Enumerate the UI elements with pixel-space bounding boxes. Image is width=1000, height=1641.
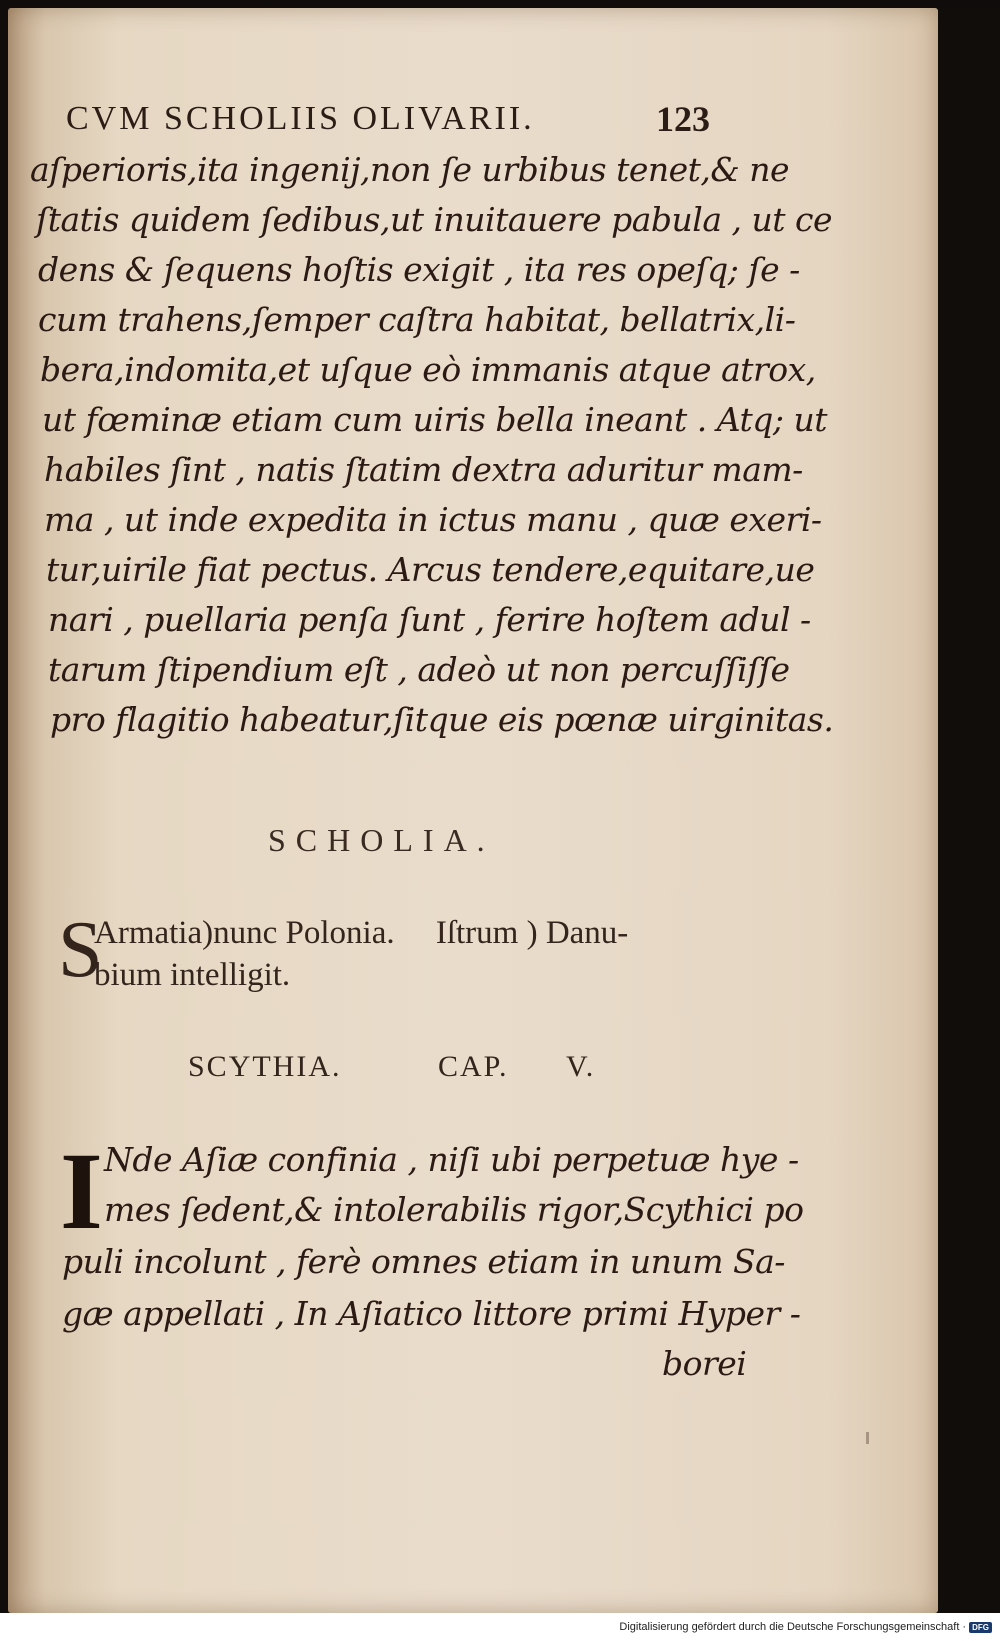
chapter-line: mes ſedent,& intolerabilis rigor,Scythici po	[104, 1190, 804, 1229]
body-line: cum trahens,ſemper caſtra habitat, bellatrix,li-	[38, 300, 796, 339]
body-line: dens & ſequens hoſtis exigit , ita res opeſq; ſe -	[38, 250, 800, 289]
dfg-logo: DFG	[969, 1622, 992, 1633]
body-line: pro flagitio habeatur,ſitque eis pœnæ uirginitas.	[50, 700, 834, 739]
body-line: aſperioris,ita ingenij,non ſe urbibus tenet,& ne	[30, 150, 790, 189]
body-line: habiles ſint , natis ſtatim dextra aduritur mam-	[44, 450, 803, 489]
body-line: ma , ut inde expedita in ictus manu , quæ exeri-	[44, 500, 822, 539]
ink-speck	[866, 1432, 869, 1444]
scholia-heading: SCHOLIA.	[268, 822, 495, 858]
catchword: borei	[662, 1344, 747, 1383]
chapter-label: CAP.	[438, 1050, 509, 1083]
page-number: 123	[656, 99, 710, 139]
scholia-line: Armatia)nunc Polonia. Iſtrum ) Danu-	[94, 915, 629, 951]
chapter-dropcap: I	[60, 1130, 103, 1252]
scholia-line: bium intelligit.	[94, 957, 291, 993]
body-line: nari , puellaria penſa ſunt , ferire hoſtem adul -	[48, 600, 811, 639]
digitization-credit	[619, 1621, 992, 1633]
body-line: tur,uirile fiat pectus. Arcus tendere,equitare,ue	[46, 550, 815, 589]
body-line: tarum ſtipendium eſt , adeò ut non percuſſiſſe	[48, 650, 790, 689]
credit-text: Digitalisierung gefördert durch die Deutsche Forschungsgemeinschaft ·	[619, 1621, 967, 1633]
body-line: bera,indomita,et uſque eò immanis atque atrox,	[40, 350, 816, 389]
chapter-title: SCYTHIA.	[188, 1050, 342, 1083]
page-edge	[938, 8, 1000, 1613]
body-line: ſtatis quidem ſedibus,ut inuitauere pabula , ut ce	[36, 200, 833, 239]
chapter-line: Nde Aſiæ confinia , niſi ubi perpetuæ hye -	[104, 1140, 799, 1179]
scholia-dropcap: S	[58, 906, 103, 994]
chapter-line: puli incolunt , ferè omnes etiam in unum Sa-	[62, 1242, 785, 1281]
chapter-line: gæ appellati , In Aſiatico littore primi Hyper -	[62, 1294, 801, 1333]
book-page	[8, 8, 938, 1613]
body-line: ut fœminæ etiam cum uiris bella ineant . Atq; ut	[42, 400, 828, 439]
chapter-number: V.	[566, 1050, 596, 1083]
running-title: CVM SCHOLIIS OLIVARII.	[66, 100, 535, 137]
